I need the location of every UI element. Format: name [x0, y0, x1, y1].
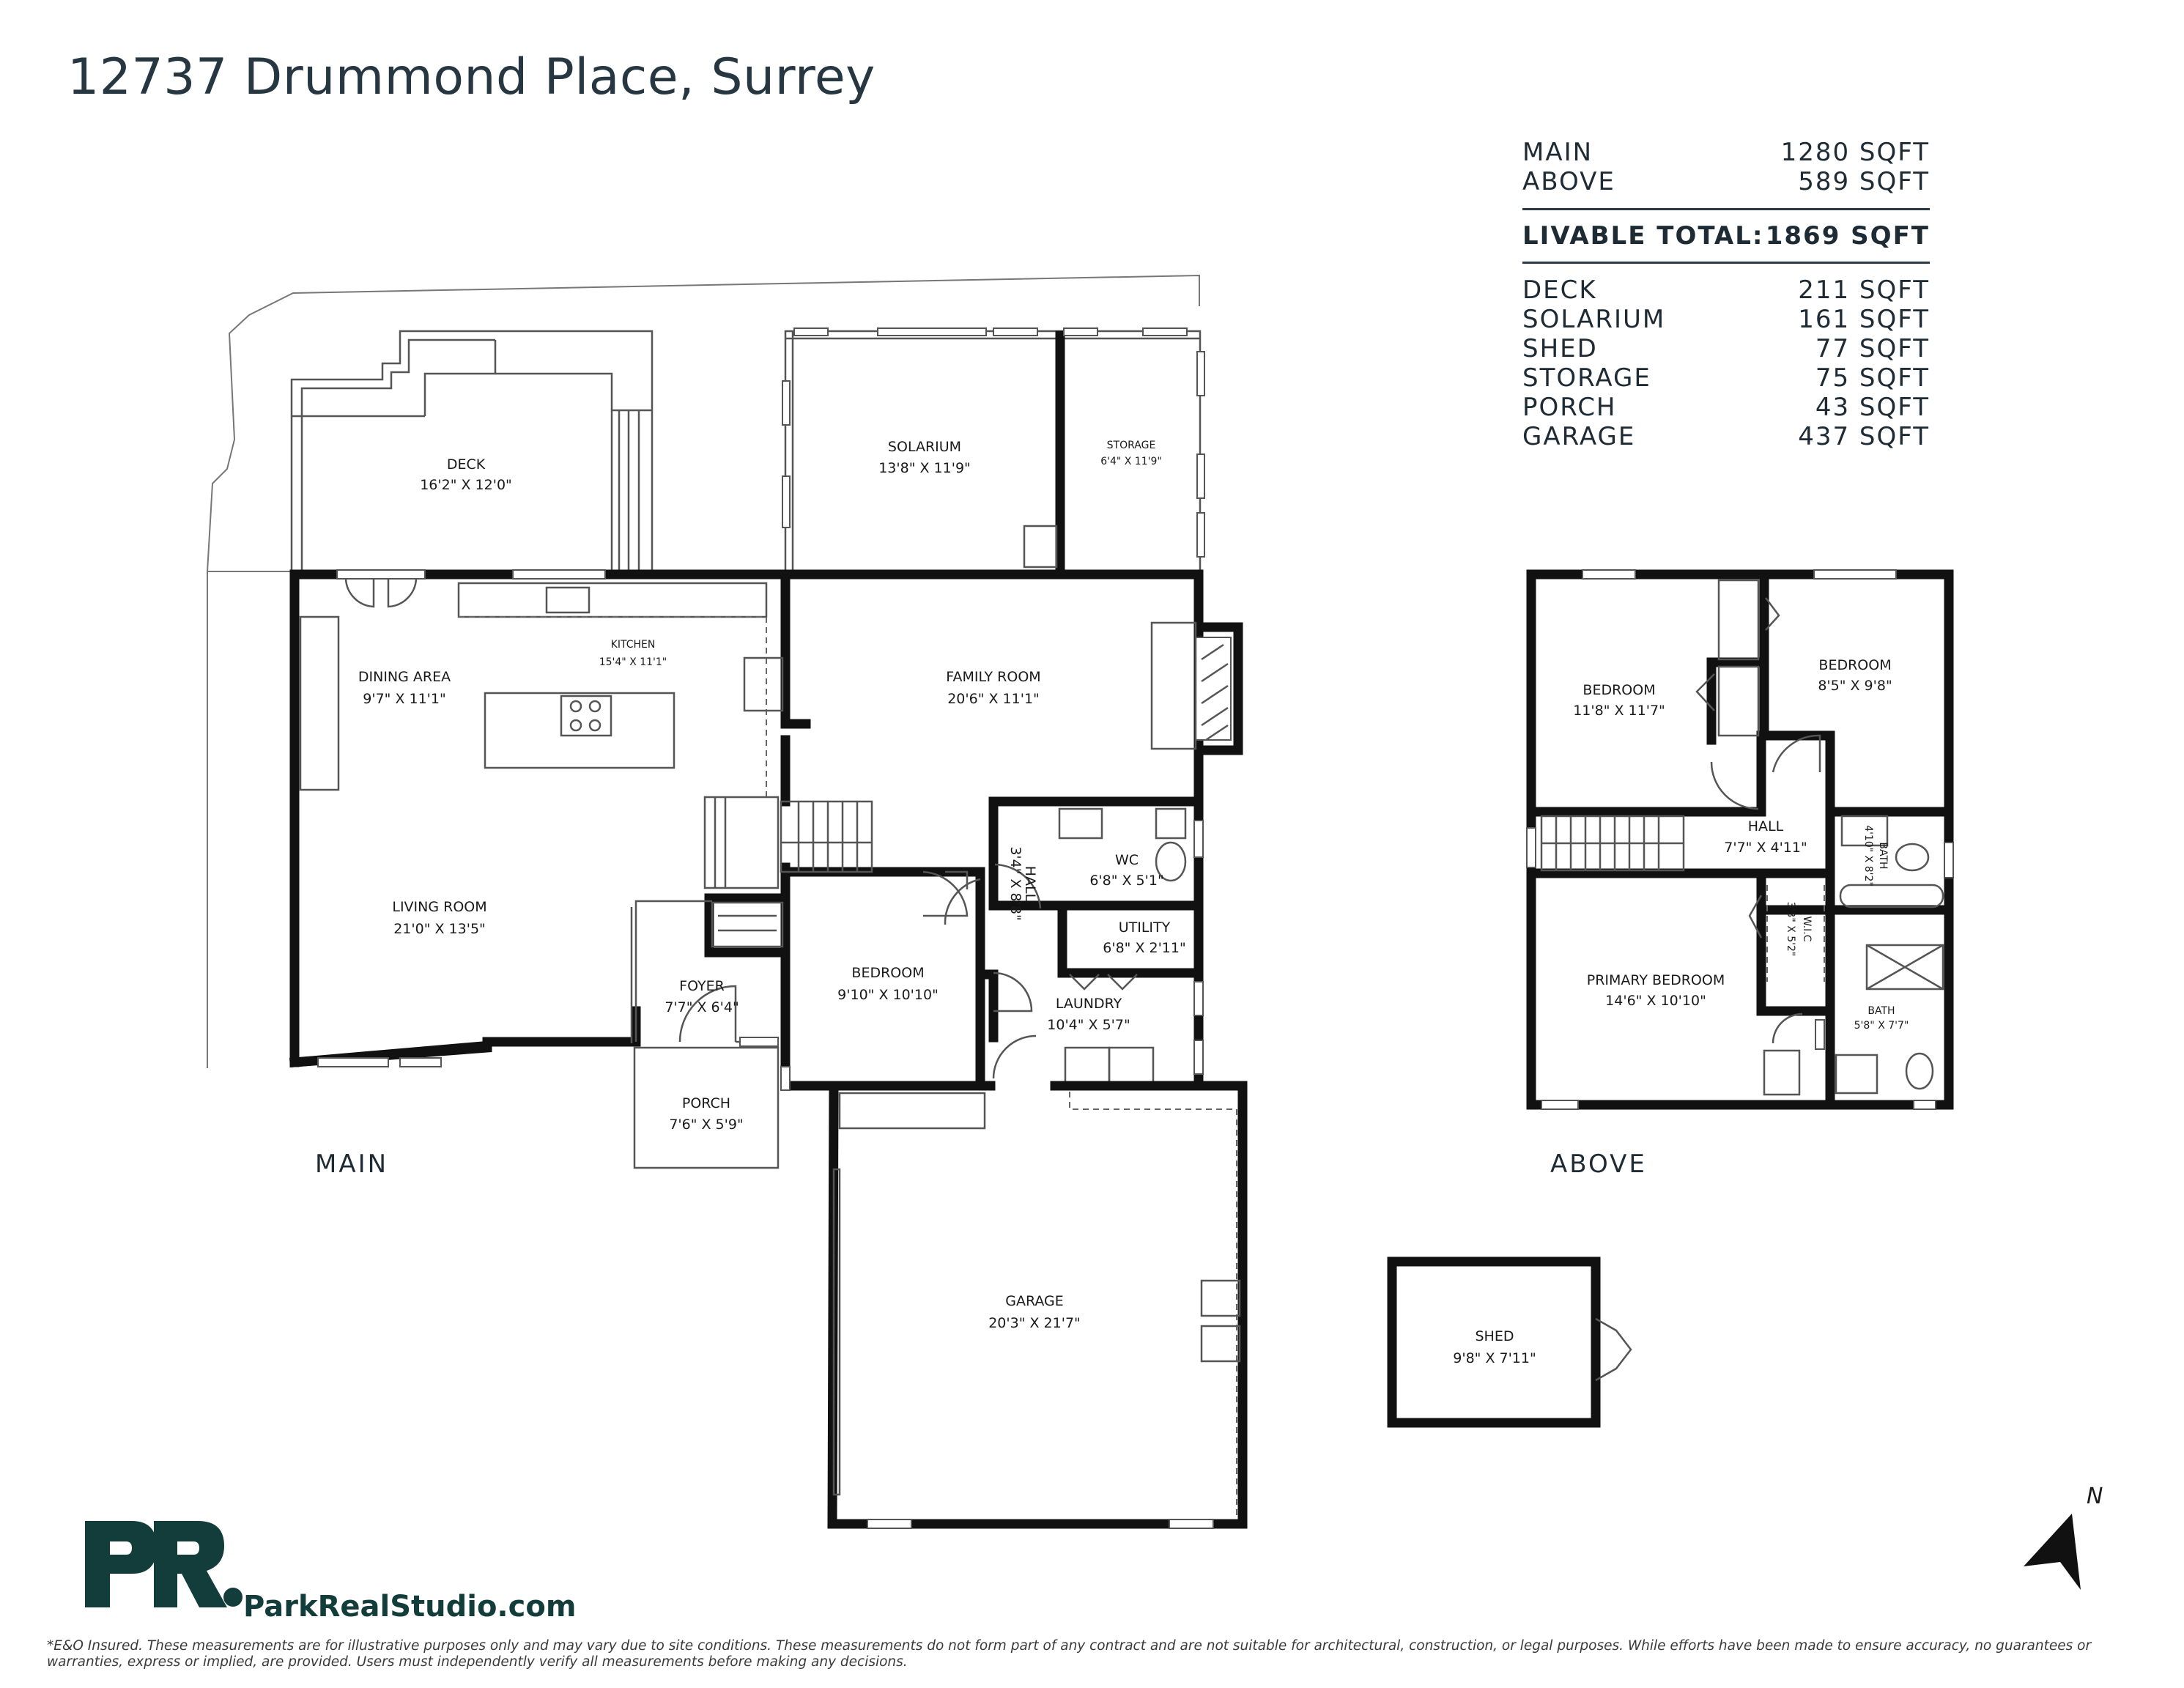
room-name-solarium: SOLARIUM: [887, 439, 962, 455]
north-arrow-icon: [2024, 1484, 2103, 1590]
room-dims-solarium: 13'8" X 11'9": [878, 460, 971, 476]
room-dims-laundry: 10'4" X 5'7": [1047, 1017, 1130, 1033]
room-dims-primary: 14'6" X 10'10": [1605, 993, 1706, 1009]
floor-label-above: ABOVE: [1550, 1150, 1647, 1179]
room-name-bedroom-up1: BEDROOM: [1583, 682, 1656, 698]
disclaimer: *E&O Insured. These measurements are for illustrative purposes only and may vary due to site conditions. These measurements do not form part of any contract and are not suitable for architectural, construction, or legal purposes. While efforts have been made to ensure accuracy, no guarantees or warranties, express or implied, are provided. Users must independently verify all measurements before making any decisions.: [47, 1638, 2092, 1670]
area-value: 77 SQFT: [1815, 334, 1930, 363]
room-name-wc: WC: [1114, 852, 1139, 868]
page-title: 12737 Drummond Place, Surrey: [67, 48, 876, 106]
floor-label-main: MAIN: [315, 1150, 389, 1179]
room-dims-wc: 6'8" X 5'1": [1089, 873, 1164, 889]
main-stairs: [781, 802, 872, 872]
room-dims-utility: 6'8" X 2'11": [1103, 940, 1186, 956]
room-name-wic: W.I.C: [1801, 916, 1813, 942]
room-dims-dining: 9'7" X 11'1": [363, 691, 446, 707]
room-name-bedroom-main: BEDROOM: [851, 965, 925, 981]
room-dims-bath-up1: 4'10" X 8'2": [1862, 825, 1874, 886]
room-dims-kitchen: 15'4" X 11'1": [599, 656, 667, 668]
room-name-bedroom-up2: BEDROOM: [1818, 657, 1892, 673]
room-name-bath-up1: BATH: [1877, 842, 1889, 870]
room-name-dining: DINING AREA: [358, 669, 451, 685]
room-dims-hall-up: 7'7" X 4'11": [1724, 840, 1807, 856]
area-value: 43 SQFT: [1815, 393, 1930, 422]
room-name-family: FAMILY ROOM: [946, 669, 1041, 685]
lot-boundary: [207, 275, 1199, 1068]
area-value: 211 SQFT: [1798, 275, 1930, 305]
kitchen-island: [485, 693, 674, 768]
area-label: SHED: [1522, 334, 1598, 363]
room-name-hall-main: HALL: [1022, 865, 1038, 902]
room-dims-foyer: 7'7" X 6'4": [665, 999, 739, 1015]
deck-outline: [292, 331, 652, 571]
room-dims-bedroom-up2: 8'5" X 9'8": [1818, 678, 1892, 694]
solarium-outline: [785, 331, 1200, 571]
room-name-kitchen: KITCHEN: [610, 639, 656, 651]
room-dims-hall-main: 3'4" X 8'8": [1007, 846, 1023, 921]
area-label: DECK: [1522, 275, 1597, 305]
area-label: SOLARIUM: [1522, 305, 1666, 334]
area-value: 1280 SQFT: [1780, 138, 1930, 167]
room-dims-living: 21'0" X 13'5": [393, 921, 486, 937]
room-dims-shed: 9'8" X 7'11": [1453, 1350, 1536, 1366]
compass-label: N: [2087, 1484, 2103, 1509]
area-value: 589 SQFT: [1798, 167, 1930, 196]
room-name-laundry: LAUNDRY: [1055, 996, 1122, 1012]
area-label: LIVABLE TOTAL:: [1522, 221, 1764, 251]
room-name-living: LIVING ROOM: [392, 899, 487, 915]
area-label: ABOVE: [1522, 167, 1615, 196]
room-dims-storage: 6'4" X 11'9": [1100, 456, 1162, 467]
room-name-deck: DECK: [446, 456, 486, 473]
room-dims-bedroom-up1: 11'8" X 11'7": [1573, 703, 1665, 719]
room-name-utility: UTILITY: [1118, 919, 1171, 936]
park-real-logo-icon: [81, 1517, 249, 1612]
brand-url[interactable]: ParkRealStudio.com: [243, 1590, 577, 1624]
room-name-porch: PORCH: [681, 1095, 731, 1111]
room-dims-family: 20'6" X 11'1": [947, 691, 1040, 707]
room-name-bath-up2: BATH: [1867, 1005, 1895, 1017]
room-name-primary: PRIMARY BEDROOM: [1586, 972, 1725, 988]
room-dims-wic: 3'3" X 5'2": [1785, 901, 1796, 957]
area-label: GARAGE: [1522, 422, 1636, 451]
area-value: 161 SQFT: [1798, 305, 1930, 334]
room-dims-garage: 20'3" X 21'7": [988, 1315, 1081, 1331]
room-dims-bath-up2: 5'8" X 7'7": [1854, 1020, 1909, 1032]
room-name-hall-up: HALL: [1747, 818, 1784, 834]
area-label: MAIN: [1522, 138, 1593, 167]
area-value: 75 SQFT: [1815, 363, 1930, 393]
room-dims-deck: 16'2" X 12'0": [420, 477, 512, 493]
room-dims-bedroom-main: 9'10" X 10'10": [837, 987, 939, 1003]
area-label: STORAGE: [1522, 363, 1651, 393]
room-name-foyer: FOYER: [679, 978, 725, 994]
area-value: 437 SQFT: [1798, 422, 1930, 451]
room-name-storage: STORAGE: [1106, 440, 1156, 451]
room-name-garage: GARAGE: [1005, 1293, 1064, 1309]
area-label: PORCH: [1522, 393, 1617, 422]
room-dims-porch: 7'6" X 5'9": [669, 1117, 744, 1133]
room-name-shed: SHED: [1475, 1328, 1514, 1344]
area-value: 1869 SQFT: [1765, 221, 1930, 251]
